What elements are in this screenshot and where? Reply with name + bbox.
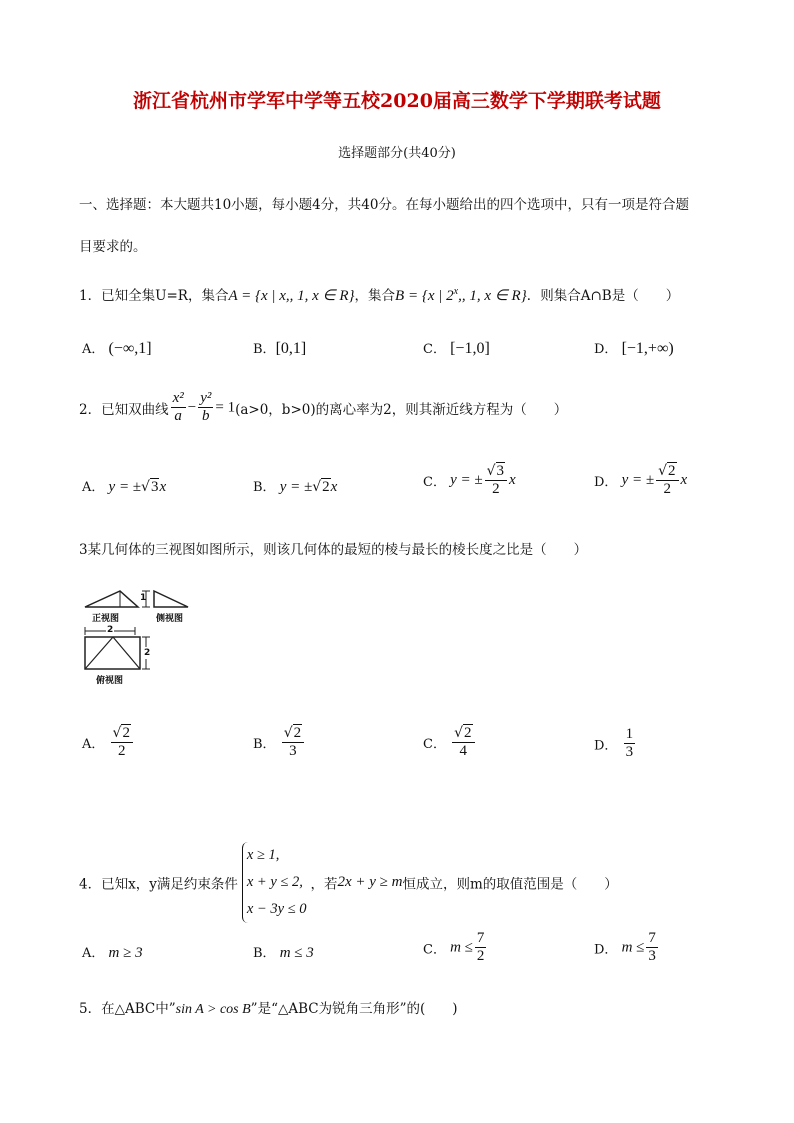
q2-option-c[interactable]: C． y = ± $\frac{√3}{2}$ x	[423, 463, 516, 498]
q3-option-b[interactable]: B． $\frac{√2}{3}$	[253, 724, 306, 761]
q1-option-b[interactable]: B．[0,1]	[253, 340, 307, 357]
question-2: 2．已知双曲线 $\frac{\text{x²}}{a}$ − $\frac{\text{y²}}{b}$ = 1(a>0，b>0)的离心率为2，则其渐近线方程为（ ）	[79, 390, 568, 425]
section-subtitle: 选择题部分(共40分)	[338, 146, 456, 161]
three-view-figure	[80, 585, 195, 690]
q4-constraint-system: x ≥ 1, x + y ≤ 2, x − 3y ≤ 0	[242, 842, 307, 923]
q3-option-a[interactable]: A． $\frac{√2}{2}$	[82, 724, 135, 761]
q1-prefix: 1．已知全集U=R，集合	[79, 288, 229, 304]
question-5	[79, 997, 458, 1018]
dim-front-height: 1	[140, 593, 147, 603]
q5-suffix: ”是“△ABC为锐角三角形”的( )	[250, 1001, 458, 1017]
q2-suffix: (a>0，b>0)的离心率为2，则其渐近线方程为（ ）	[235, 401, 568, 418]
top-view-label: 俯视图	[96, 676, 124, 686]
document-title: 浙江省杭州市学军中学等五校2020届高三数学下学期联考试题	[133, 90, 661, 112]
question-3: 3某几何体的三视图如图所示，则该几何体的最短的棱与最长的棱长度之比是（ ）	[79, 542, 588, 558]
q2-frac-x: $\frac{\text{x²}}{a}$	[172, 390, 184, 425]
section-intro-line2: 目要求的。	[79, 239, 147, 255]
q2-prefix: 2．已知双曲线	[79, 401, 169, 418]
q4-option-b[interactable]: B． m ≤ 3	[253, 945, 314, 961]
q1-set-a: A = {x | x,, 1, x ∈ R}	[228, 288, 355, 304]
q2-option-d[interactable]: D． y = ± $\frac{√2}{2}$ x	[594, 463, 688, 498]
side-view-label: 侧视图	[156, 614, 184, 624]
q5-condition: sin A > cos B	[175, 1002, 251, 1017]
q4-option-c[interactable]: C． m ≤ $\frac{7}{2}$	[423, 930, 485, 965]
q2-frac-y: $\frac{\text{y²}}{b}$	[200, 390, 212, 425]
q1-option-c[interactable]: C． [−1,0]	[423, 340, 490, 357]
q4-prefix: 4．已知x，y满足约束条件	[79, 876, 238, 893]
q1-option-d[interactable]: D． [−1,+∞)	[594, 340, 674, 357]
q1-mid: ，集合	[354, 288, 396, 304]
q2-option-a[interactable]: A． y = ±√3x	[82, 479, 167, 495]
question-1	[79, 284, 679, 305]
q4-suffix: 恒成立，则m的取值范围是（ ）	[402, 876, 618, 893]
q4-condition: 2x + y ≥ m	[337, 874, 403, 890]
q4-option-d[interactable]: D． m ≤ $\frac{7}{3}$	[594, 930, 656, 965]
q1-option-a[interactable]: A． (−∞,1]	[82, 340, 152, 357]
question-4: 4．已知x，y满足约束条件 x ≥ 1, x + y ≤ 2, x − 3y ≤ 0 ，若2x + y ≥ m恒成立，则m的取值范围是（ ）	[79, 842, 618, 923]
q1-set-b: B = {x | 2$^x$,, 1, x ∈ R}	[395, 286, 527, 304]
dim-top-width: 2	[107, 625, 114, 635]
q2-option-b[interactable]: B． y = ±√2x	[253, 479, 338, 495]
q5-prefix: 5．在△ABC中”	[79, 1001, 176, 1017]
q4-option-a[interactable]: A． m ≥ 3	[82, 945, 143, 961]
dim-top-height: 2	[144, 648, 151, 658]
front-view-label: 正视图	[92, 614, 120, 624]
q3-option-c[interactable]: C． $\frac{√2}{4}$	[423, 724, 477, 761]
q3-option-d[interactable]: D． $\frac{1}{3}$	[594, 726, 634, 761]
q1-suffix: ．则集合A∩B是（ ）	[526, 288, 680, 304]
section-intro-line1: 一、选择题：本大题共10小题，每小题4分，共40分。在每小题给出的四个选项中，只有一项是符合题	[79, 197, 689, 213]
